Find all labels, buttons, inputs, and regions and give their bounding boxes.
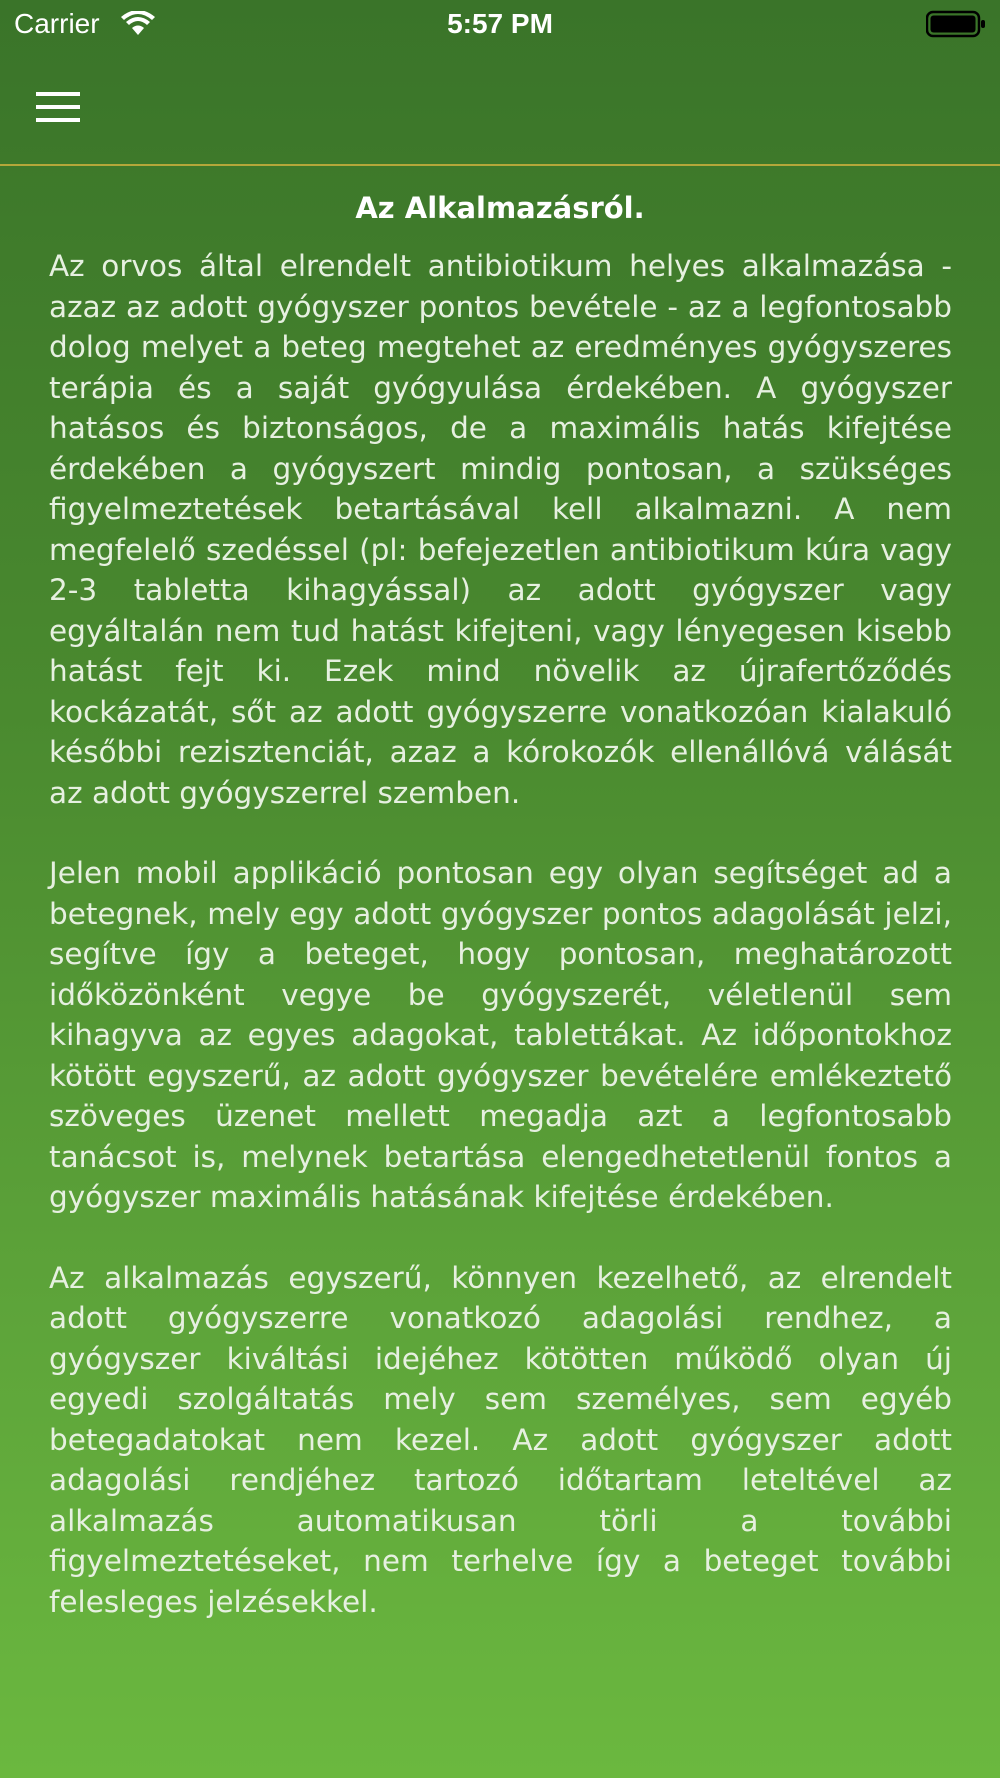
about-paragraph-2: Jelen mobil applikáció pontosan egy olyan segítséget ad a betegnek, mely egy adott gyógyszer pontos adagolását jelzi, segítve így a beteget, hogy pontosan, meghatározott időközönként vegye be gyógyszerét, véletlenül sem kihagyva az egyes adagokat, tablettákat. Az időpontokhoz kötött egyszerű, az adott gyógyszer bevételére emlékeztető szöveges üzenet mellett megadja azt a legfontosabb tanácsot is, melynek betartása elengedhetetlenül fontos a gyógyszer maximális hatásának kifejtése érdekében.	[49, 856, 952, 1214]
carrier-label: Carrier	[14, 8, 100, 39]
status-time: 5:57 PM	[447, 8, 553, 39]
battery-icon	[926, 10, 986, 38]
status-bar	[0, 0, 1000, 50]
hamburger-menu-icon	[36, 92, 80, 124]
about-paragraph-1: Az orvos által elrendelt antibiotikum helyes alkalmazása - azaz az adott gyógyszer pontos bevétele - az a legfontosabb dolog melyet a beteg megtehet az eredményes gyógyszeres terápia és a saját gyógyulása érdekében. A gyógyszer hatásos és biztonságos, de a maximális hatás kifejtése érdekében a gyógyszert mindig pontosan, a szükséges figyelmeztetések betartásával kell alkalmazni. A nem megfelelő szedéssel (pl: befejezetlen antibiotikum kúra vagy 2-3 tabletta kihagyással) az adott gyógyszer vagy egyáltalán nem tud hatást kifejteni, vagy lényegesen kisebb hatást fejt ki. Ezek mind növelik az újrafertőződés kockázatát, sőt az adott gyógyszerre vonatkozóan kialakuló későbbi rezisztenciát, azaz a kórokozók ellenállóvá válását az adott gyógyszerrel szemben.	[49, 249, 952, 810]
page-title: Az Alkalmazásról.	[355, 191, 645, 225]
about-paragraph-3: Az alkalmazás egyszerű, könnyen kezelhető, az elrendelt adott gyógyszerre vonatkozó adagolási rendhez, a gyógyszer kiváltási idejéhez kötötten működő olyan új egyedi szolgáltatás mely sem személyes, sem egyéb betegadatokat nem kezel. Az adott gyógyszer adott adagolási rendjéhez tartozó időtartam leteltével az alkalmazás automatikusan törli a további figyelmeztetéseket, nem terhelve így a beteget további felesleges jelzésekkel.	[49, 1260, 952, 1619]
about-content	[0, 166, 1000, 1778]
about-article	[49, 246, 952, 1622]
navigation-bar	[0, 50, 1000, 166]
